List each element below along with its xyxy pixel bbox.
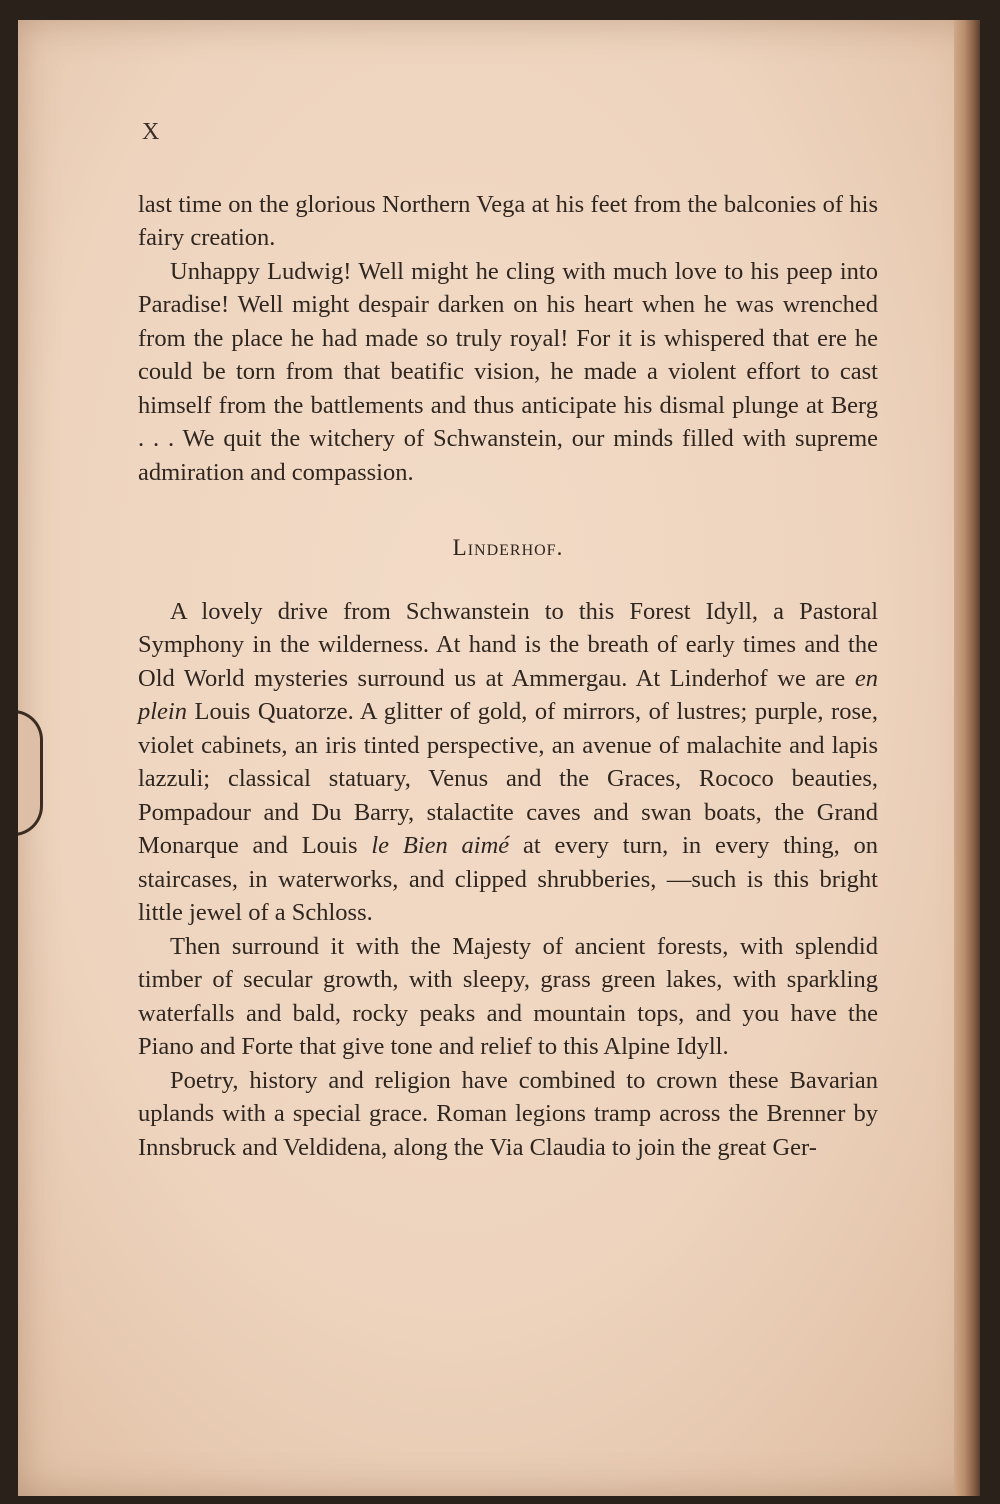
page-number: X xyxy=(142,119,161,145)
paper-sheet xyxy=(18,20,980,1496)
paragraph-2: Unhappy Ludwig! Well might he cling with much love to his peep into Paradise! Well might despair darken on his heart when he was wrenched from the place he had made so truly royal! For it is whispered that ere he could be torn from that beatific vision, he made a violent effort to cast himself from the battlements and thus anticipate his dismal plunge at Berg . . . We quit the witchery of Schwanstein, our minds filled with supreme admiration and compassion. xyxy=(138,257,878,486)
page-text xyxy=(138,116,878,1164)
paragraph-3-emphasis-2: le Bien aimé xyxy=(371,832,510,859)
paragraph-3-part-c: at every turn, in every thing, on staircases, in waterworks, and clipped shrubberies, —such is this bright little jewel of a Schloss. xyxy=(138,832,879,926)
paragraph-5: Poetry, history and religion have combined to crown these Bavarian uplands with a special grace. Roman legions tramp across the Brenner by Innsbruck and Veldidena, along the Via Claudia to join the great Ger- xyxy=(138,1066,878,1161)
binding-notch xyxy=(18,710,43,836)
book-spine-edge xyxy=(954,20,980,1496)
paragraph-1: last time on the glorious Northern Vega at his feet from the balconies of his fairy creation. xyxy=(138,190,878,251)
paragraph-3-part-a: A lovely drive from Schwanstein to this Forest Idyll, a Pastoral Symphony in the wilderness. At hand is the breath of early times and the Old World mysteries surround us at Ammergau. At Linderhof we are xyxy=(138,597,878,692)
paragraph-3-part-b: Louis Quatorze. A glitter of gold, of mirrors, of lustres; purple, rose, violet cabinets, an iris tinted perspective, an avenue of malachite and lapis lazzuli; classical statuary, Venus and the Graces, Rococo beauties, Pompadour and Du Barry, stalactite caves and swan boats, the Grand Monarque and Louis xyxy=(138,698,878,859)
section-heading: Linderhof. xyxy=(452,535,564,560)
paragraph-3 xyxy=(138,595,878,930)
paragraph-3-emphasis-1: en plein xyxy=(138,664,878,725)
paragraph-4: Then surround it with the Majesty of ancient forests, with splendid timber of secular growth, with sleepy, grass green lakes, with sparkling waterfalls and bald, rocky peaks and mountain tops, and you have the Piano and Forte that give tone and relief to this Alpine Idyll. xyxy=(138,932,878,1060)
